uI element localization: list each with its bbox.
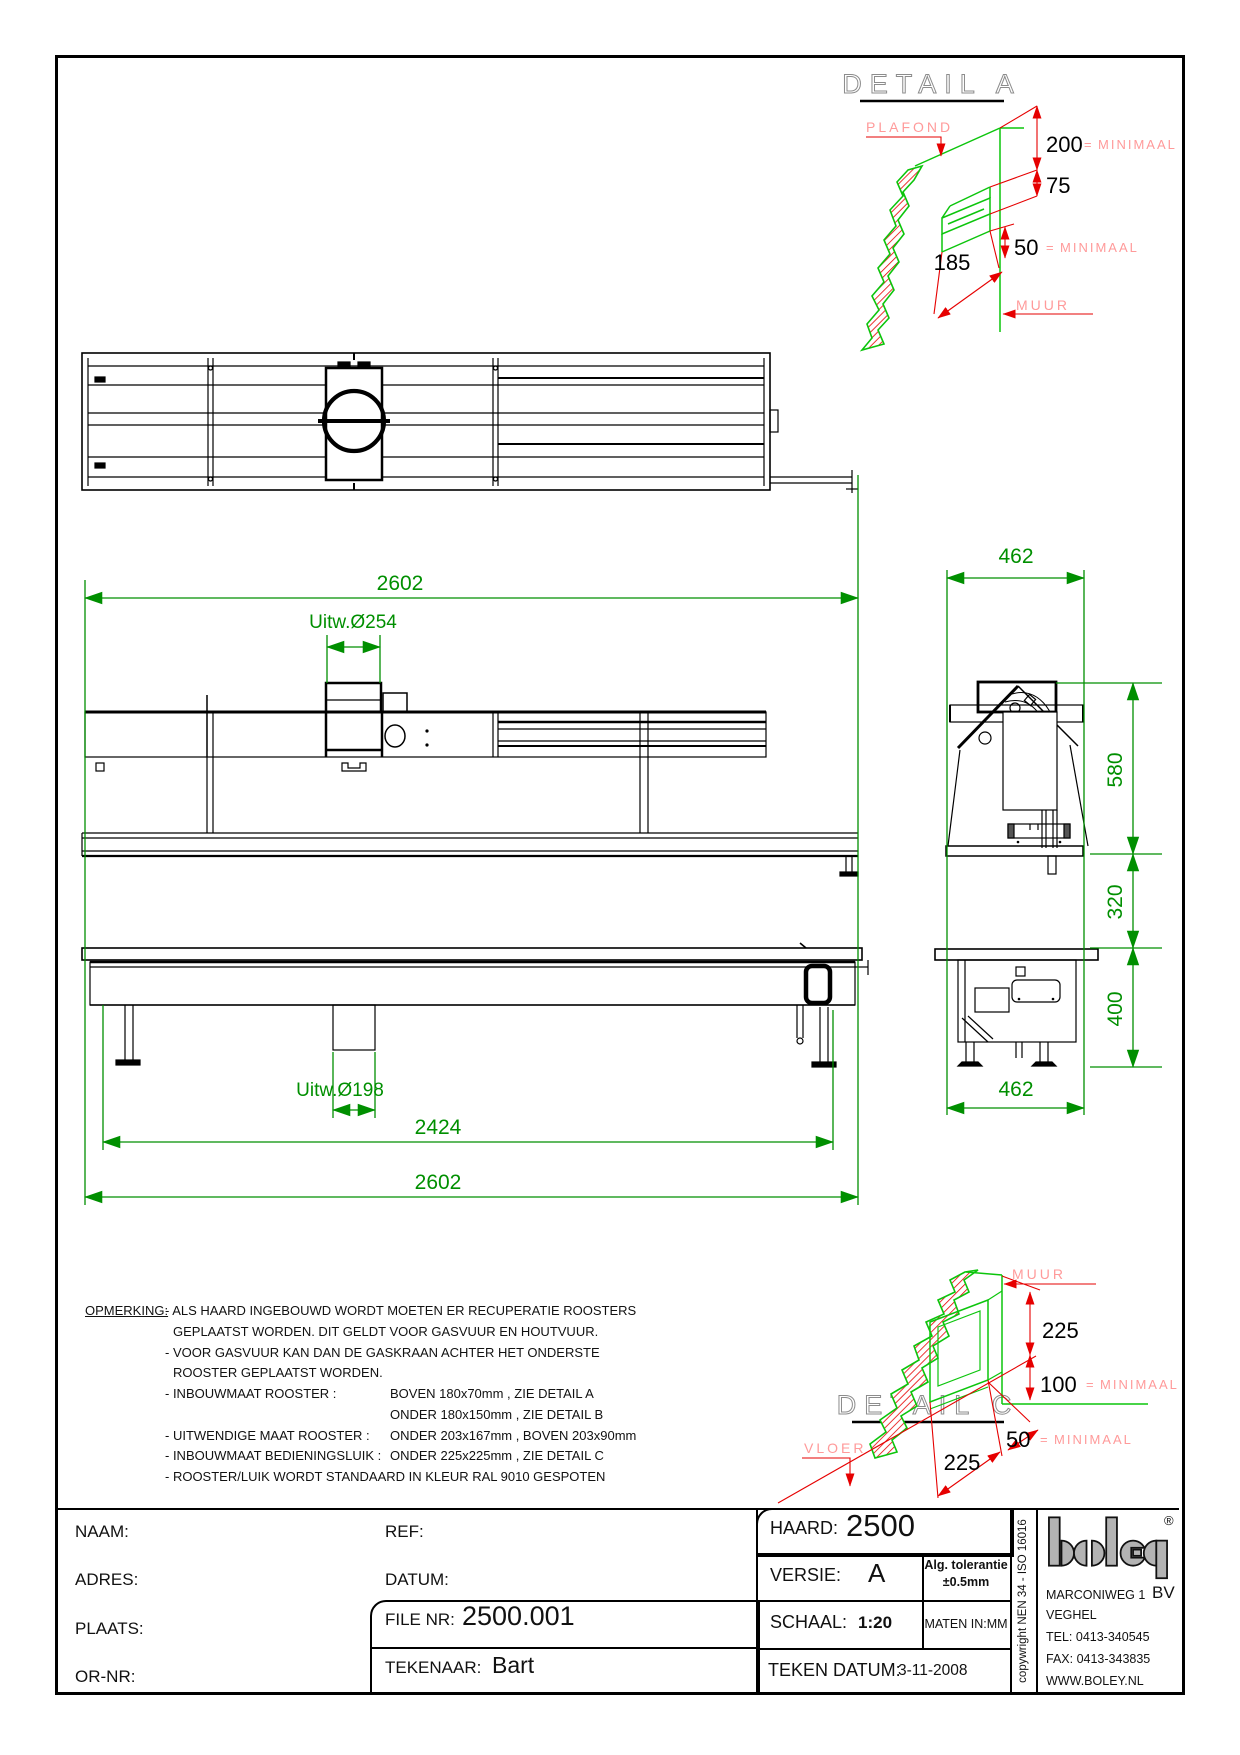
detail-a [842, 69, 1177, 350]
detail-a-200-min: MINIMAAL [1098, 137, 1177, 152]
detail-c-100-eq: = [1086, 1377, 1095, 1392]
dim-2602-bottom: 2602 [414, 1171, 462, 1194]
note-line: GEPLAATST WORDEN. DIT GELDT VOOR GASVUUR EN HOUTVUUR. [173, 1324, 599, 1339]
schaal-label: SCHAAL: [770, 1612, 848, 1632]
note-line: - ROOSTER/LUIK WORDT STANDAARD IN KLEUR RAL 9010 GESPOTEN [165, 1469, 606, 1484]
company-bv: BV [1152, 1583, 1175, 1602]
detail-c-50-eq: = [1040, 1432, 1049, 1447]
tekenaar-value: Bart [492, 1652, 535, 1678]
filenr-value: 2500.001 [462, 1601, 575, 1631]
front-view [82, 683, 858, 876]
note-value: BOVEN 180x70mm , ZIE DETAIL A [390, 1386, 594, 1401]
dim-uitw198: Uitw.Ø198 [296, 1080, 384, 1101]
plaats-label: PLAATS: [75, 1619, 144, 1638]
company-fax: FAX: 0413-343835 [1046, 1652, 1151, 1666]
detail-a-plafond: PLAFOND [866, 119, 954, 135]
company-city: VEGHEL [1046, 1608, 1097, 1622]
maten-label: MATEN IN:MM [924, 1617, 1008, 1631]
boley-logo [1044, 1512, 1172, 1580]
detail-c-100-min: MINIMAAL [1100, 1377, 1179, 1392]
detail-a-50-eq: = [1046, 240, 1055, 255]
note-line: - VOOR GASVUUR KAN DAN DE GASKRAAN ACHTER HET ONDERSTE [165, 1345, 600, 1360]
detail-a-muur: MUUR [1016, 297, 1070, 313]
tekendatum-value: 3-11-2008 [898, 1662, 968, 1679]
dim-320: 320 [1104, 884, 1127, 920]
detail-a-title: DETAIL A [842, 69, 1022, 99]
haard-value: 2500 [846, 1508, 915, 1543]
dim-400: 400 [1104, 991, 1127, 1027]
dimension-texts [296, 545, 1127, 1194]
lower-front-view [82, 943, 868, 1067]
detail-c-100: 100 [1040, 1372, 1077, 1397]
tolerantie-line2: ±0.5mm [942, 1575, 990, 1589]
notes-heading: OPMERKING: [85, 1303, 169, 1318]
dim-462-bottom: 462 [998, 1078, 1034, 1101]
note-value: ONDER 180x150mm , ZIE DETAIL B [390, 1407, 604, 1422]
note-line: - INBOUWMAAT ROOSTER : [165, 1386, 337, 1401]
datum-label: DATUM: [385, 1570, 449, 1589]
tolerantie-line1: Alg. tolerantie [924, 1558, 1008, 1572]
detail-a-75: 75 [1046, 173, 1071, 198]
naam-label: NAAM: [75, 1522, 129, 1541]
registered-icon: ® [1164, 1513, 1174, 1528]
haard-label: HAARD: [770, 1518, 839, 1538]
note-value: ONDER 203x167mm , BOVEN 203x90mm [390, 1428, 637, 1443]
dim-2602-top: 2602 [376, 572, 424, 595]
versie-value: A [868, 1558, 886, 1588]
filenr-label: FILE NR: [385, 1610, 455, 1629]
top-view [82, 353, 858, 493]
versie-label: VERSIE: [770, 1565, 842, 1585]
ornr-label: OR-NR: [75, 1667, 136, 1686]
detail-a-200: 200 [1046, 132, 1083, 157]
dim-uitw254: Uitw.Ø254 [309, 612, 397, 633]
company-tel: TEL: 0413-340545 [1046, 1630, 1150, 1644]
tekenaar-label: TEKENAAR: [385, 1658, 482, 1677]
detail-c-50: 50 [1006, 1427, 1031, 1452]
dim-580: 580 [1104, 752, 1127, 788]
side-view-upper [946, 682, 1088, 874]
note-line: ROOSTER GEPLAATST WORDEN. [173, 1365, 383, 1380]
detail-a-200-eq: = [1084, 137, 1093, 152]
company-web: WWW.BOLEY.NL [1046, 1674, 1144, 1688]
note-line: - UITWENDIGE MAAT ROOSTER : [165, 1428, 370, 1443]
detail-c-225h: 225 [943, 1450, 981, 1475]
dim-2424: 2424 [414, 1116, 462, 1139]
tekendatum-label: TEKEN DATUM: [768, 1660, 901, 1680]
detail-c-225v: 225 [1042, 1318, 1079, 1343]
note-value: ONDER 225x225mm , ZIE DETAIL C [390, 1448, 604, 1463]
detail-a-185: 185 [933, 250, 971, 275]
detail-c-wall-hatch [870, 1270, 978, 1458]
detail-c-50-min: MINIMAAL [1054, 1432, 1133, 1447]
detail-c-vloer: VLOER [804, 1440, 867, 1456]
note-line: - ALS HAARD INGEBOUWD WORDT MOETEN ER RECUPERATIE ROOSTERS [165, 1303, 637, 1318]
detail-a-50-min: MINIMAAL [1060, 240, 1139, 255]
side-view-lower [935, 949, 1098, 1066]
detail-c [778, 1266, 1179, 1503]
ref-label: REF: [385, 1522, 424, 1541]
note-line: - INBOUWMAAT BEDIENINGSLUIK : [165, 1448, 382, 1463]
detail-a-50: 50 [1014, 235, 1039, 260]
schaal-value: 1:20 [858, 1613, 893, 1632]
detail-c-title: DETAIL C [836, 1390, 1020, 1420]
company-street: MARCONIWEG 1 [1046, 1588, 1146, 1602]
adres-label: ADRES: [75, 1570, 139, 1589]
dim-462-top: 462 [998, 545, 1034, 568]
detail-c-muur: MUUR [1012, 1266, 1066, 1282]
detail-a-wall-hatch [862, 166, 922, 350]
copyright-vertical: copywright NEN 34 - ISO 16016 [1017, 1519, 1029, 1683]
